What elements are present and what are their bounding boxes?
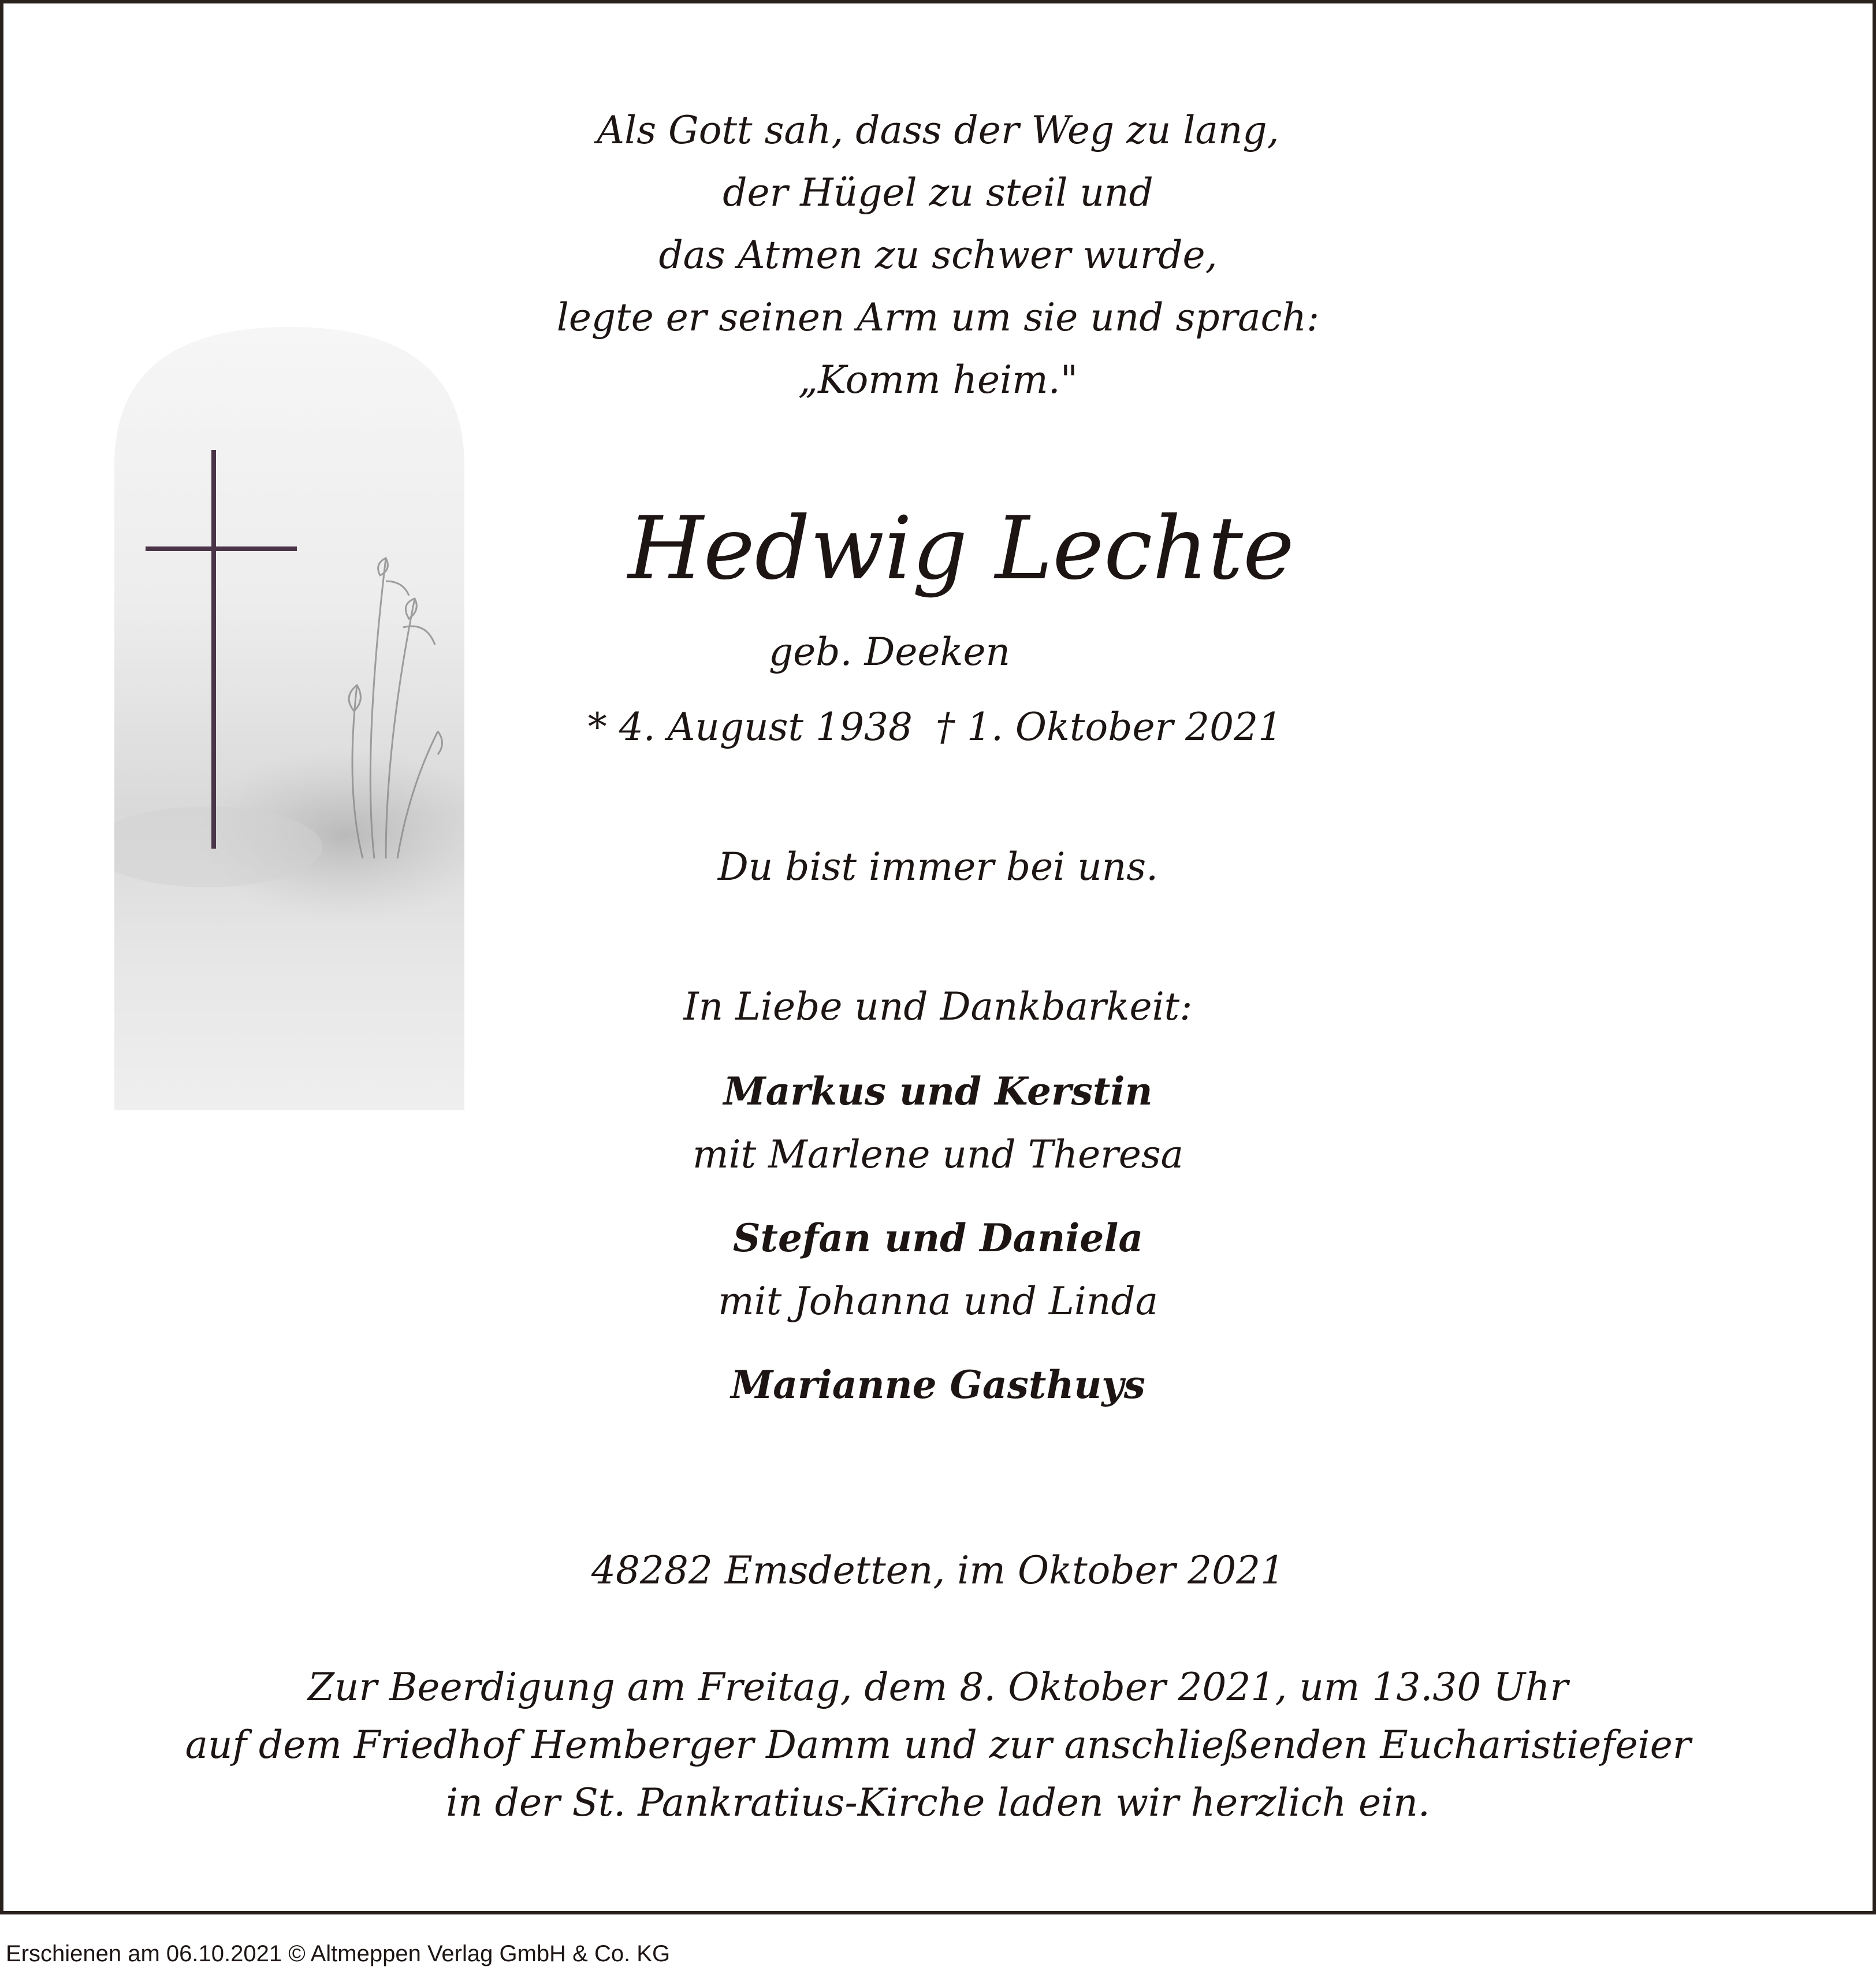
funeral-line: auf dem Friedhof Hemberger Damm und zur anschließenden Eucharistiefeier	[185, 1723, 1691, 1767]
funeral-line: in der St. Pankratius-Kirche laden wir herzlich ein.	[446, 1780, 1430, 1825]
verse-line: das Atmen zu schwer wurde,	[658, 233, 1218, 277]
funeral-line: Zur Beerdigung am Freitag, dem 8. Oktober 2021, um 13.30 Uhr	[307, 1665, 1569, 1709]
message: Du bist immer bei uns.	[717, 845, 1159, 889]
verse-line: legte er seinen Arm um sie und sprach:	[556, 295, 1320, 340]
family-name: Markus und Kerstin	[723, 1069, 1153, 1114]
family-children: mit Marlene und Theresa	[692, 1132, 1184, 1177]
verse-line: „Komm heim."	[798, 358, 1078, 402]
place-date: 48282 Emsdetten, im Oktober 2021	[591, 1548, 1285, 1593]
deceased-name: Hedwig Lechte	[628, 499, 1294, 599]
mourners-intro: In Liebe und Dankbarkeit:	[683, 984, 1193, 1029]
death-date: † 1. Oktober 2021	[936, 705, 1283, 749]
birth-name: geb. Deeken	[768, 630, 1011, 674]
family-name: Stefan und Daniela	[732, 1215, 1144, 1261]
family-name: Marianne Gasthuys	[731, 1362, 1145, 1407]
verse-line: Als Gott sah, dass der Weg zu lang,	[597, 108, 1279, 153]
publication-footer: Erschienen am 06.10.2021 © Altmeppen Verlag GmbH & Co. KG	[6, 1941, 671, 1966]
verse-line: der Hügel zu steil und	[723, 170, 1153, 215]
birth-date: * 4. August 1938	[587, 705, 913, 749]
family-children: mit Johanna und Linda	[718, 1279, 1158, 1323]
